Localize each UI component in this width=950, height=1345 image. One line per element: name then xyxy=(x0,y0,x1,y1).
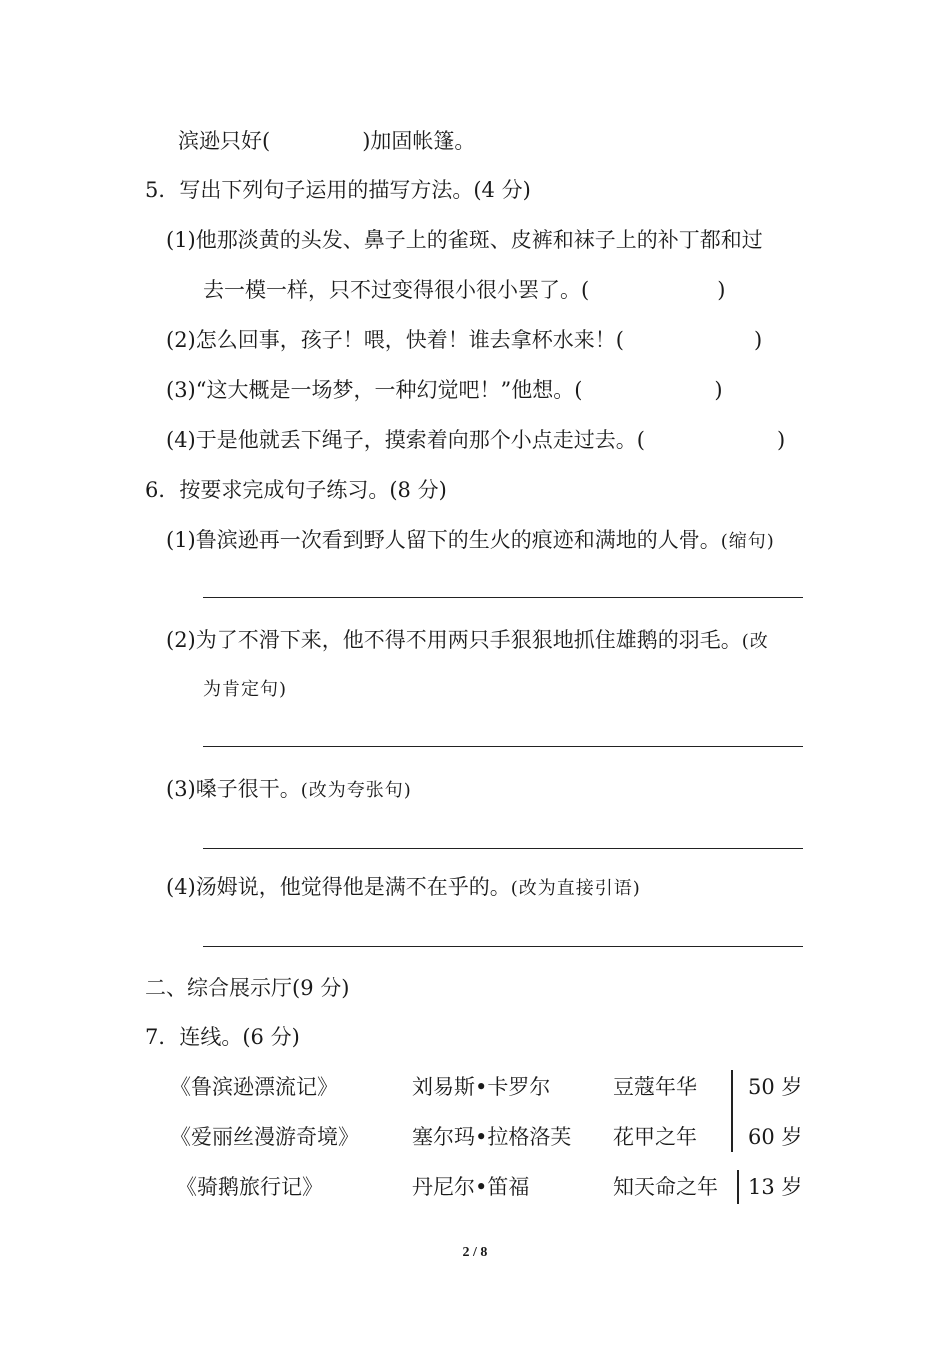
q6-title: 6．按要求完成句子练习。(8 分) xyxy=(145,478,447,502)
q6-item-2-requirement-b: 为肯定句) xyxy=(203,679,288,700)
q7-term-3: 知天命之年 xyxy=(613,1175,718,1199)
q5-item-3-close: ) xyxy=(714,378,723,402)
q6-item-4-requirement: (改为直接引语) xyxy=(510,878,641,899)
q5-item-2-close: ) xyxy=(753,328,763,352)
page-number: 2 / 8 xyxy=(462,1245,488,1260)
q6-item-2 xyxy=(166,625,769,655)
q6-answer-blank-2[interactable] xyxy=(203,746,803,747)
q7-term-1: 豆蔻年华 xyxy=(613,1075,697,1099)
q6-item-1 xyxy=(166,525,775,555)
q7-age-1: 50 岁 xyxy=(748,1075,803,1099)
q5-item-2-text: (2)怎么回事，孩子！喂，快着！谁去拿杯水来！( xyxy=(166,328,624,352)
q7-divider-upper xyxy=(731,1070,733,1152)
q7-term-2: 花甲之年 xyxy=(613,1125,697,1149)
q6-item-4 xyxy=(166,872,641,902)
q7-age-2: 60 岁 xyxy=(748,1125,803,1149)
q5-item-1-close: ) xyxy=(717,278,726,302)
q6-item-3 xyxy=(166,774,412,804)
q4-suffix: )加固帐篷。 xyxy=(362,129,476,153)
q7-age-3: 13 岁 xyxy=(748,1175,803,1199)
q7-book-2: 《爱丽丝漫游奇境》 xyxy=(170,1125,359,1149)
section-2-title: 二、综合展示厅(9 分) xyxy=(145,976,350,1000)
q5-item-3 xyxy=(166,375,723,405)
q6-item-3-text: (3)嗓子很干。 xyxy=(166,777,301,801)
q7-title: 7．连线。(6 分) xyxy=(145,1025,300,1049)
q5-item-4-close: ) xyxy=(776,428,786,452)
q7-author-3: 丹尼尔•笛福 xyxy=(412,1175,530,1199)
q6-item-1-requirement: (缩句) xyxy=(720,531,775,552)
q6-item-1-text: (1)鲁滨逊再一次看到野人留下的生火的痕迹和满地的人骨。 xyxy=(166,528,721,552)
q6-item-4-text: (4)汤姆说，他觉得他是满不在乎的。 xyxy=(166,875,511,899)
q6-item-3-requirement: (改为夸张句) xyxy=(300,780,412,801)
q7-divider-lower xyxy=(737,1170,739,1204)
q7-book-3: 《骑鹅旅行记》 xyxy=(176,1175,323,1199)
q7-author-2: 塞尔玛•拉格洛芙 xyxy=(412,1125,572,1149)
q5-item-2 xyxy=(166,325,762,355)
q6-answer-blank-4[interactable] xyxy=(203,946,803,947)
q5-item-1-line2 xyxy=(203,275,725,305)
q6-item-2-text: (2)为了不滑下来，他不得不用两只手狠狠地抓住雄鹅的羽毛。 xyxy=(166,628,742,652)
q6-answer-blank-3[interactable] xyxy=(203,848,803,849)
q5-item-1-text: 去一模一样，只不过变得很小很小罢了。( xyxy=(203,278,590,302)
q7-book-1: 《鲁滨逊漂流记》 xyxy=(170,1075,338,1099)
q6-answer-blank-1[interactable] xyxy=(203,597,803,598)
q5-item-3-text: (3)“这大概是一场梦，一种幻觉吧！”他想。( xyxy=(166,378,583,402)
q5-item-1-line1: (1)他那淡黄的头发、鼻子上的雀斑、皮裤和袜子上的补丁都和过 xyxy=(166,228,763,252)
q4-answer-line xyxy=(178,126,475,156)
q5-item-4 xyxy=(166,425,785,455)
q5-title: 5．写出下列句子运用的描写方法。(4 分) xyxy=(145,178,531,202)
q7-author-1: 刘易斯•卡罗尔 xyxy=(412,1075,551,1099)
q5-item-4-text: (4)于是他就丢下绳子，摸索着向那个小点走过去。( xyxy=(166,428,645,452)
q6-item-2-requirement-a: (改 xyxy=(741,631,769,652)
q4-prefix: 滨逊只好( xyxy=(178,129,271,153)
